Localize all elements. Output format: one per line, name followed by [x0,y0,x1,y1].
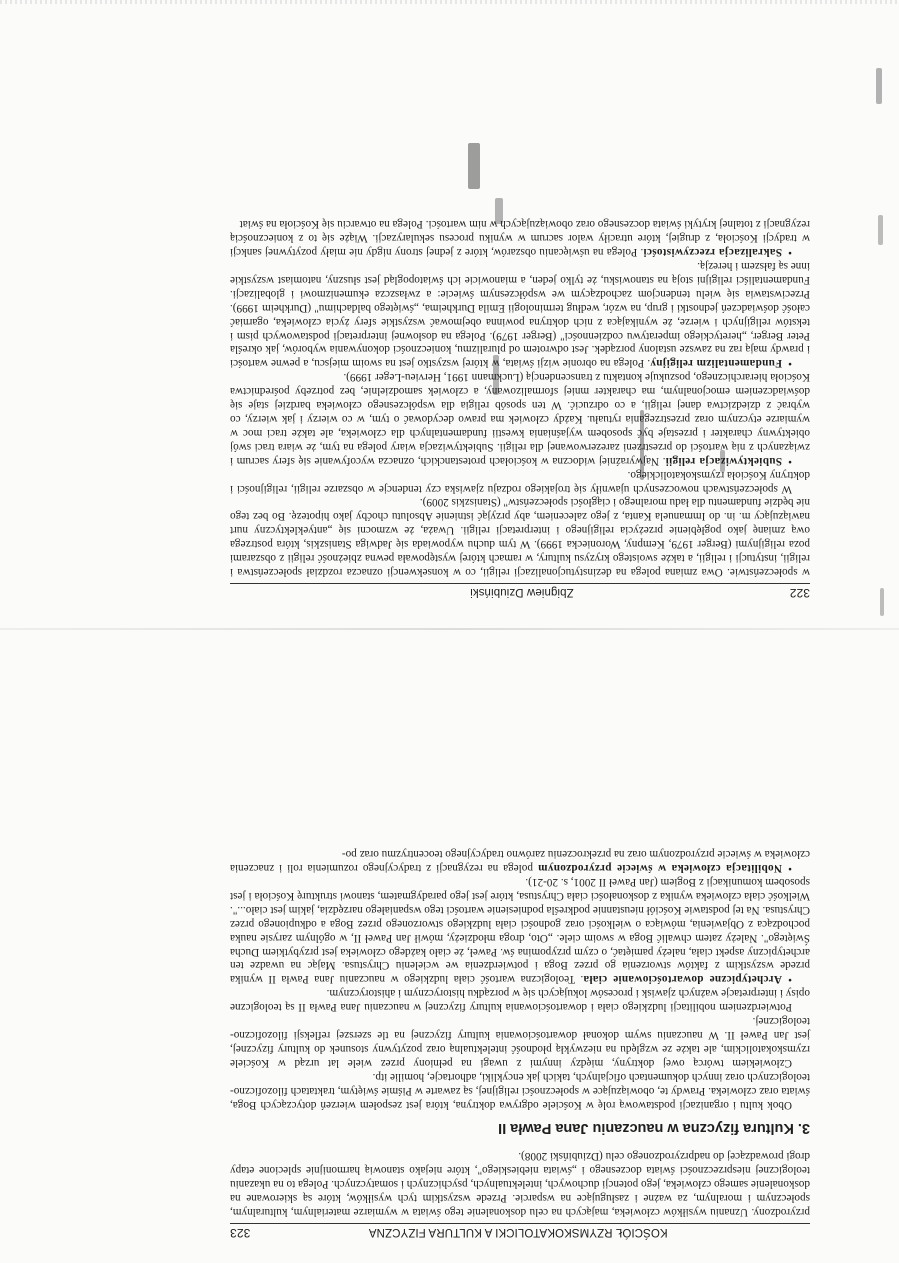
bullet-lead: Archetypiczne dowartościowanie ciała [583,973,782,986]
bullet-icon: • [788,862,792,875]
page-fold [0,628,899,630]
page-body [230,846,810,1218]
bullet-icon: • [788,454,792,467]
running-head [230,1223,810,1240]
running-head-title: KOŚCIÓŁ RZYMSKOKATOLICKI A KULTURA FIZYCZNA [368,1226,668,1238]
paragraph: Człowiekiem twórcą owej doktryny, między innymi z uwagi na pełniony przez wiele lat urząd w Kościele rzymskokatolickim, ale także ze względu na niezwykłą płodność intelektualną oraz pozytywny stosunek do kultury fizycznej, jest Jan Paweł II. W nauczaniu swym dokonał dowartościowania kultury fizycznej na tle szerszej refleksji filozoficzno-teologicznej. [230,1015,810,1069]
page-number: 323 [230,1226,251,1240]
paragraph: w społeczeństwie. Owa zmiana polega na dezinstytucjonalizacji religii, co w konsekwencji oznacza rozdział społeczeństwa i religii, instytucji i religii, a także swoistego kryzysu kultury, w ramach której występowała pewna zbieżność religii z obszarami poza religijnymi (Berger 1979, Kempny, Woroniecka 1999). W tym duchu wypowiada się Jadwiga Staniszkis, która postrzega ową zmianę jako pogłębienie przeżycia religijnego i interpretacji religii. Uważa, że wzmocni się „antyeklektyczny nurt nawiązujący m. in. do Immanuela Kanta, z jego zaleceniem, aby przyjąć istnienie Absolutu choćby jako hipotezę. Bo bez tego nie będzie fundamentu dla ładu moralnego i ciągłości społeczeństw" (Staniszkis 2009). [230,496,810,578]
scan-speck [880,588,884,616]
paragraph: przyrodzony. Uznaniu wysiłków człowieka, mających na celu doskonalenie tego świata w wymiarze materialnym, kulturalnym, społecznym i moralnym, za ważne i zasługujące na wsparcie. Przede wszystkim tych wysiłków, które są skierowane na doskonalenie samego człowieka, jego potencji duchowych, intelektualnych, psychicznych i somatycznych. Polega to na ukazaniu teologicznej niesprzeczności świata doczesnego i „świata niebieskiego", które niejako stanowią harmonijnie splecione etapy drogi prowadzącej do nadprzyrodzonego celu (Dziubiński 2008). [229,1150,810,1218]
paragraph: Potwierdzeniem nobilitacji ludzkiego ciała i dowartościowania kultury fizycznej w nauczaniu Jana Pawła II są teologiczne opisy i interpretacje ważnych zjawisk i procesów lokujących się w porządku historycznym i ahistorycznym. [230,987,810,1014]
paragraph: W społeczeństwach nowoczesnych ujawniły się trojakiego rodzaju zjawiska czy tendencje w obszarze religii, religijności i doktryny Kościoła rzymskokatolickiego. [230,468,810,495]
running-head [230,583,810,600]
bullet-item [230,216,810,258]
bullet-text: . Polega na obronie wizji świata, w której wszystko jest na swoim miejscu, a pewne wartości i prawdy mają raz na zawsze ustalony porządek. Jest odwrotem od pluralizmu, konieczności dokonywania wyborów, jak określa Peter Berger, „heretyckiego imperatywu codzienności" (Berger 1979). Polega na dosłownej interpretacji podstawowych pism i tekstów religijnych i wierze, że wynikająca z nich doktryna powinna obejmować wszystkie sfery życia człowieka, ogarniać całość doświadczeń jednostki i grup, na wzór, według terminologii Emila Durkheima, „świętego baldachimu" (Durkheim 1999). Przeciwstawia się wielu tendencjom zachodzącym we współczesnym świecie: a zwłaszcza ekumenizmowi i globalizacji. Fundamentaliści religijni stoją na stanowisku, że tylko jeden, a mianowicie ich światopogląd jest słuszny, natomiast wszystkie inne są fałszem i herezją. [230,260,810,370]
bullet-lead: Nobilitacja człowieka w świecie przyrodzonym [537,862,782,875]
bullet-lead: Fundamentalizm religijny [650,357,782,370]
bullet-text: . Polega na uświęcaniu obszarów, które z jednej strony nigdy nie miały pozytywnej sankcji w tradycji Kościoła, z drugiej, które utraciły walor sacrum w wyniku procesu sekularyzacji. Wiąże się to z koniecznością rezygnacji z totalnej krytyki świata doczesnego oraz obowiązujących w nim wartości. Polega na otwarciu się Kościoła na świat [229,218,810,259]
page-323 [230,790,810,1240]
bullet-item [230,846,810,874]
bullet-text: . Najwyraźniej widoczna w kościołach protestanckich, oznacza wycofywanie się sfery sacrum i związanych z nią wartości do przestrzeni zarezerwowanej dla religii. Subiektywizacja wiary polega na tym, że wiara traci swój obiektywny charakter i przestaje być sposobem wyjaśniania kwestii fundamentalnych dla człowieka, ale także traci moc w wymiarze etycznym oraz przestrzegania rytuału. Każdy człowiek ma prawo decydować o tym, w co wierzy i jak wierzy, co wybrać z dziedzictwa danej religii, a co odrzucić. W ten sposób religia dla współczesnego człowieka bardziej staje się doświadczeniem emocjonalnym, ma charakter mniej sformalizowany, a człowiek samodzielnie, bez potrzeby pośrednictwa Kościoła hierarchicznego, poszukuje kontaktu z transcendencją (Luckmann 1991, Hervieu-Leger 1999). [229,371,810,467]
section-heading: 3. Kultura fizyczna w nauczaniu Jana Pawła II [498,1120,810,1137]
bullet-lead: Subiektywizacja religii [665,454,782,467]
page-322 [230,150,810,600]
bullet-icon: • [788,357,792,370]
paragraph: Obok kultu i organizacji podstawową rolę w Kościele odgrywa doktryna, która jest zespołem wierzeń dotyczących Boga, świata oraz człowieka. Prawdy te, obowiązujące w społeczności religijnej, są zawarte w Piśmie świętym, traktatach filozoficzno-teologicznych oraz innych dokumentach oficjalnych, takich jak encykliki, adhortacje, homilie itp. [230,1070,810,1111]
scan-speck [876,68,882,104]
bullet-icon: • [788,973,792,986]
bullet-item [230,369,810,466]
page-body [230,216,810,578]
running-head-author: Zbigniew Dziubiński [470,586,574,598]
bullet-item [230,258,810,369]
page-number: 322 [789,586,810,600]
scan-edge [0,0,899,4]
bullet-item [230,874,810,985]
bullet-icon: • [788,246,792,259]
bullet-text: . Teologiczna wartość ciała ludzkiego w nauczaniu Jana Pawła II wynika przede wszystkim z faktów stworzenia go przez Boga i potwierdzenia we wcieleniu Chrystusa. Mając na uwadze ten archetypiczny aspekt ciała, należy pamiętać, o czym przypomina św. Paweł, że ciało każdego człowieka jest przybytkiem Ducha Świętego". Należy zatem chwalić Boga w swoim ciele. „Oto, droga młodzieży, mówił Jan Paweł II, w ogólnym zarysie nauka pochodząca z Objawienia, mówiąca o wielkości oraz godności ciała ludzkiego stworzonego przez Boga a odkupionego przez Chrystusa. Na tej podstawie Kościół nieustannie podkreśla podniesienie wartości tego wspaniałego narzędzia, jakim jest ciało...". Wielkość ciała człowieka wynika z doskonałości ciała Chrystusa, które jest jego paradygmatem, stanowi strukturę Kościoła i jest sposobem komunikacji z Bogiem (Jan Paweł II 2001, s. 20-21). [229,876,810,986]
bullet-lead: Sakralizacja rzeczywistości [643,246,782,259]
bullet-text: polega na rezygnacji z tradycyjnego rozumienia roli i znaczenia człowieka w świecie przyrodzonym oraz na przekroczeniu zarówno tradycyjnego teocentryzmu oraz po- [230,848,810,875]
scan-speck [878,215,883,245]
